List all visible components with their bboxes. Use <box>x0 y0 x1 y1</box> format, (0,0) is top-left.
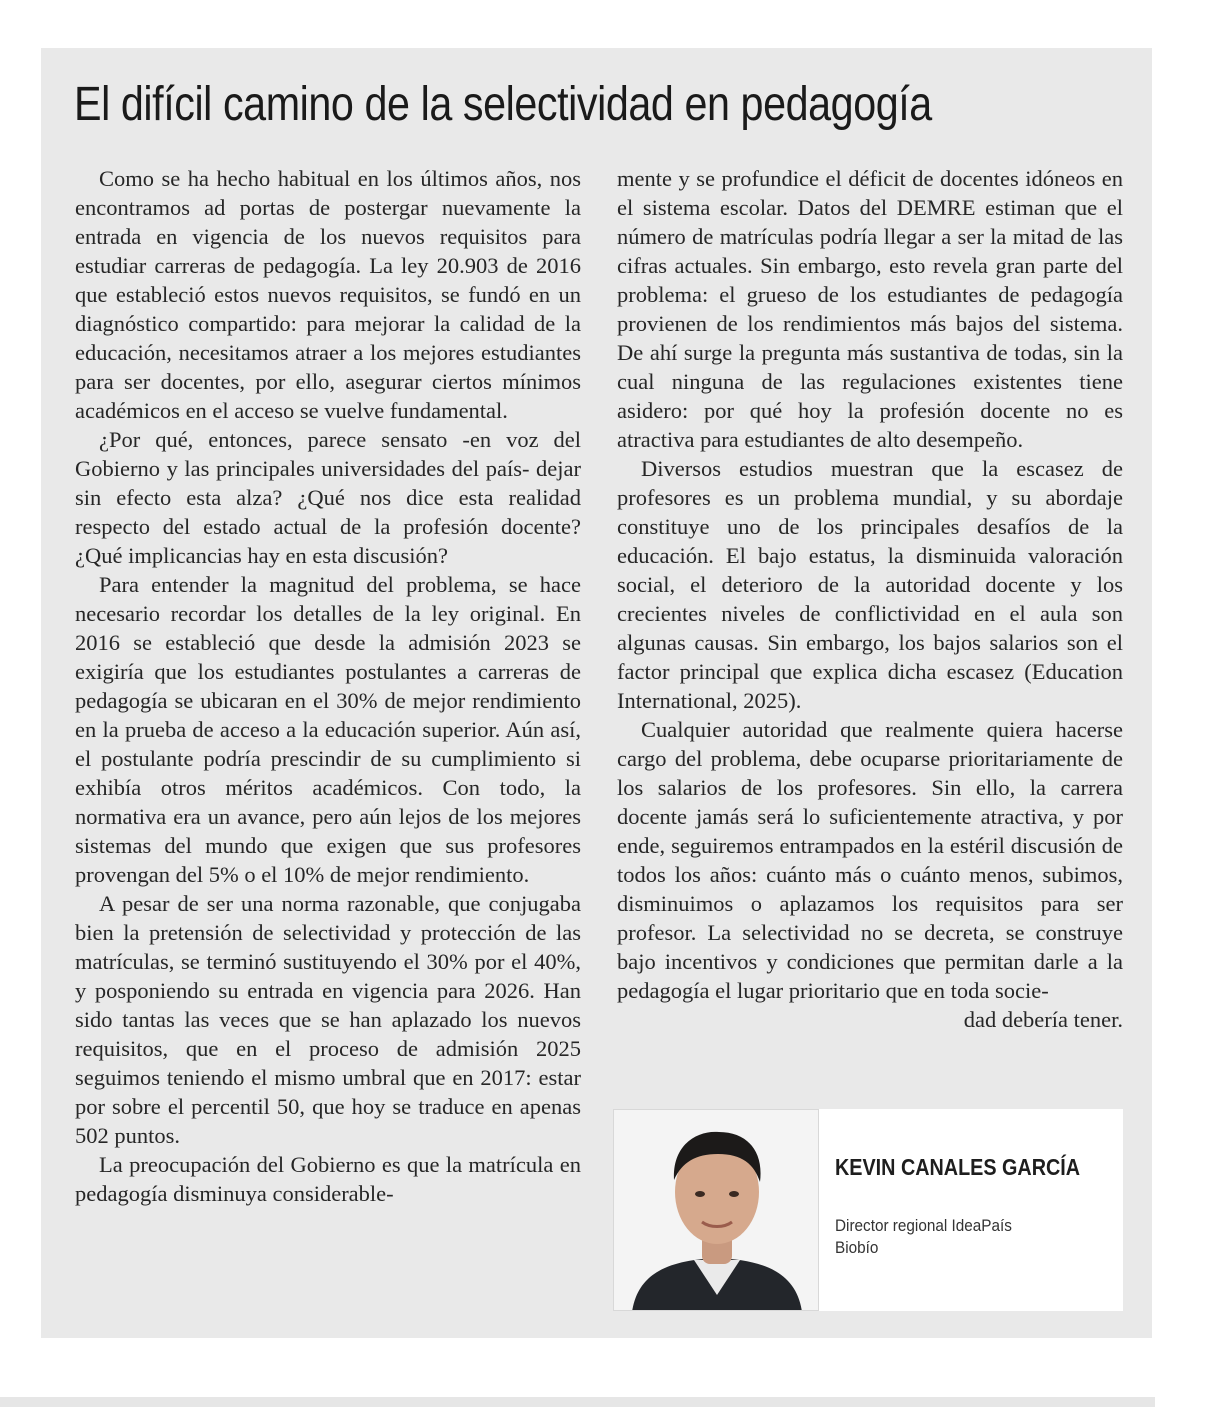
author-name: KEVIN CANALES GARCÍA <box>835 1154 1081 1180</box>
paragraph-3: Para entender la magnitud del problema, se hace necesario recordar los detalles de la ley original. En 2016 se estableció que desde la admisión 2023 se exigiría que los estudiantes postulantes a carreras de pedagogía se ubicaran en el 30% de mejor rendimiento en la prueba de acceso a la educación superior. Aún así, el postulante podría prescindir de su cumplimiento si exhibía otros méritos académicos. Con todo, la normativa era un avance, pero aún lejos de los mejores sistemas del mundo que exigen que sus profesores provengan del 5% o el 10% de mejor rendimiento. <box>75 572 581 887</box>
article-headline: El difícil camino de la selectividad en pedagogía <box>74 78 932 131</box>
paragraph-7: Cualquier autoridad que realmente quiera hacerse cargo del problema, debe ocuparse prioritariamente de los salarios de los profesores. Sin ello, la carrera docente jamás será lo suficientemente atractiva, y por ende, seguiremos entrampados en la estéril discusión de todos los años: cuánto más o cuánto menos, subimos, disminuimos o aplazamos los requisitos para ser profesor. La selectividad no se decreta, se construye bajo incentivos y condiciones que permitan darle a la pedagogía el lugar prioritario que en toda socie- <box>617 717 1123 1003</box>
author-photo <box>613 1109 819 1311</box>
paragraph-5: La preocupación del Gobierno es que la matrícula en pedagogía disminuya considerable- <box>75 1152 581 1206</box>
author-portrait-icon <box>614 1110 819 1311</box>
author-role-line-1: Director regional IdeaPaís <box>835 1216 1012 1235</box>
paragraph-7-end: dad debería tener. <box>963 1007 1123 1032</box>
article-column-right <box>617 164 1123 1034</box>
paragraph-5-continued: mente y se profundice el déficit de docentes idóneos en el sistema escolar. Datos del DEMRE estiman que el número de matrículas podría llegar a ser la mitad de las cifras actuales. Sin embargo, esto revela gran parte del problema: el grueso de los estudiantes de pedagogía provienen de los rendimientos más bajos del sistema. De ahí surge la pregunta más sustantiva de todas, sin la cual ninguna de las regulaciones existentes tiene asidero: por qué hoy la profesión docente no es atractiva para estudiantes de alto desempeño. <box>617 166 1123 452</box>
author-card <box>613 1109 1123 1311</box>
paragraph-2: ¿Por qué, entonces, parece sensato -en voz del Gobierno y las principales universidades del país- dejar sin efecto esta alza? ¿Qué nos dice esta realidad respecto del estado actual de la profesión docente? ¿Qué implicancias hay en esta discusión? <box>75 427 581 568</box>
author-role-line-2: Biobío <box>835 1238 879 1257</box>
paragraph-6: Diversos estudios muestran que la escasez de profesores es un problema mundial, y su abordaje constituye uno de los principales desafíos de la educación. El bajo estatus, la disminuida valoración social, el deterioro de la autoridad docente y los crecientes niveles de conflictividad en el aula son algunas causas. Sin embargo, los bajos salarios son el factor principal que explica dicha escasez (Education International, 2025). <box>617 456 1123 713</box>
article-column-left <box>75 164 581 1208</box>
paragraph-4: A pesar de ser una norma razonable, que conjugaba bien la pretensión de selectividad y protección de las matrículas, se terminó sustituyendo el 30% por el 40%, y posponiendo su entrada en vigencia para 2026. Han sido tantas las veces que se han aplazado los nuevos requisitos, que en el proceso de admisión 2025 seguimos teniendo el mismo umbral que en 2017: estar por sobre el percentil 50, que hoy se traduce en apenas 502 puntos. <box>75 891 581 1148</box>
page-bottom-strip <box>0 1397 1155 1407</box>
paragraph-1: Como se ha hecho habitual en los últimos años, nos encontramos ad portas de postergar nuevamente la entrada en vigencia de los nuevos requisitos para estudiar carreras de pedagogía. La ley 20.903 de 2016 que estableció estos nuevos requisitos, se fundó en un diagnóstico compartido: para mejorar la calidad de la educación, necesitamos atraer a los mejores estudiantes para ser docentes, por ello, asegurar ciertos mínimos académicos en el acceso se vuelve fundamental. <box>75 166 581 423</box>
author-role <box>835 1215 1012 1259</box>
